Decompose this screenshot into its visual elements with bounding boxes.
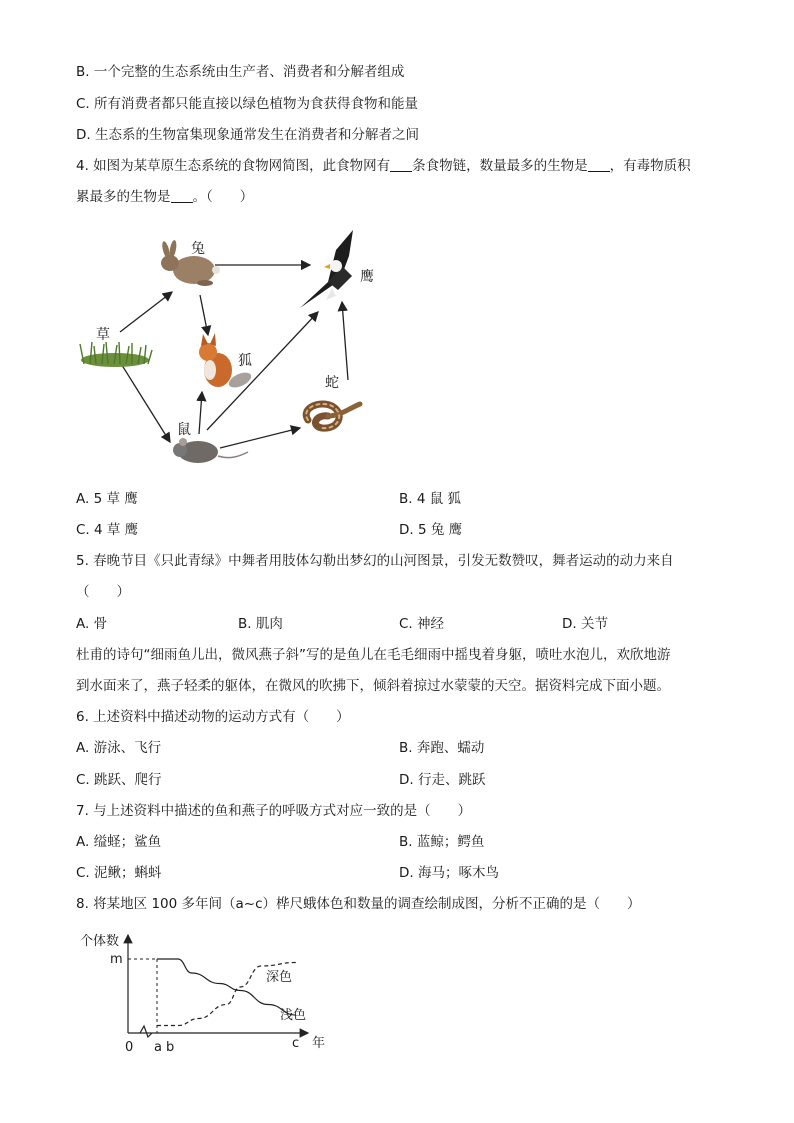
q4-option-b: B. 4 鼠 狐 bbox=[399, 491, 462, 507]
y-axis-label: 个体数 bbox=[80, 934, 120, 949]
q4-option-a: A. 5 草 鹰 bbox=[76, 491, 138, 507]
q4-option-d: D. 5 兔 鹰 bbox=[399, 522, 463, 538]
q3-option-c: C. 所有消费者都只能直接以绿色植物为食获得食物和能量 bbox=[76, 96, 419, 112]
series-line-light bbox=[157, 959, 296, 1015]
arrow-mouse-fox bbox=[199, 392, 202, 434]
q6-option-d: D. 行走、跳跃 bbox=[399, 772, 486, 788]
q5-option-d: D. 关节 bbox=[562, 616, 608, 632]
q6-option-c: C. 跳跃、爬行 bbox=[76, 772, 162, 788]
grass-image bbox=[80, 342, 152, 367]
q5-paren: （ ） bbox=[76, 584, 130, 600]
moth-population-chart bbox=[70, 925, 340, 1060]
food-web-figure bbox=[70, 220, 390, 475]
label-fox: 狐 bbox=[238, 353, 252, 369]
arrow-mouse-snake bbox=[220, 428, 300, 448]
eagle-image bbox=[300, 230, 353, 308]
snake-image bbox=[306, 404, 360, 428]
series-label-light: 浅色 bbox=[280, 1008, 307, 1023]
q7-option-c: C. 泥鳅；蝌蚪 bbox=[76, 865, 162, 881]
material-line2: 到水面来了，燕子轻柔的躯体，在微风的吹拂下，倾斜着掠过水蒙蒙的天空。据资料完成下面小题。 bbox=[76, 678, 670, 694]
y-tick-m: m bbox=[110, 952, 123, 967]
q5-option-a: A. 骨 bbox=[76, 616, 108, 632]
q6-option-a: A. 游泳、飞行 bbox=[76, 740, 162, 756]
arrow-grass-rabbit bbox=[120, 292, 172, 332]
origin-label: 0 bbox=[125, 1040, 134, 1055]
arrow-rabbit-fox bbox=[200, 295, 208, 335]
x-axis-label: 年 bbox=[312, 1036, 326, 1051]
q4-stem-line2: 累最多的生物是 。（ ） bbox=[76, 189, 254, 205]
q5-option-b: B. 肌肉 bbox=[238, 616, 283, 632]
x-tick-a: a bbox=[154, 1040, 162, 1055]
q6-stem: 6. 上述资料中描述动物的运动方式有（ ） bbox=[76, 709, 350, 725]
q3-option-b: B. 一个完整的生态系统由生产者、消费者和分解者组成 bbox=[76, 64, 405, 80]
mouse-image bbox=[173, 438, 248, 463]
arrow-snake-eagle bbox=[342, 302, 348, 380]
q4-stem-line1: 4. 如图为某草原生态系统的食物网简图，此食物网有 条食物链，数量最多的生物是 ，有毒物质积 bbox=[76, 158, 691, 174]
label-eagle: 鹰 bbox=[360, 269, 374, 285]
q7-option-a: A. 缢蛏；鲨鱼 bbox=[76, 834, 162, 850]
q6-option-b: B. 奔跑、蠕动 bbox=[399, 740, 485, 756]
axis-break-mark bbox=[140, 1026, 152, 1037]
answer-blank bbox=[390, 157, 412, 172]
q4-option-c: C. 4 草 鹰 bbox=[76, 522, 139, 538]
q7-stem: 7. 与上述资料中描述的鱼和燕子的呼吸方式对应一致的是（ ） bbox=[76, 803, 472, 819]
label-snake: 蛇 bbox=[325, 375, 339, 391]
label-grass: 草 bbox=[96, 327, 110, 343]
q3-option-d: D. 生态系的生物富集现象通常发生在消费者和分解者之间 bbox=[76, 127, 419, 143]
q7-option-d: D. 海马；啄木鸟 bbox=[399, 865, 499, 881]
label-rabbit: 兔 bbox=[191, 241, 205, 257]
label-mouse: 鼠 bbox=[177, 422, 191, 438]
answer-blank bbox=[171, 188, 193, 203]
answer-blank bbox=[588, 157, 610, 172]
material-line1: 杜甫的诗句“细雨鱼儿出，微风燕子斜”写的是鱼儿在毛毛细雨中摇曳着身躯，喷吐水泡儿，欢欣地游 bbox=[76, 647, 671, 663]
x-tick-c: c bbox=[292, 1036, 300, 1051]
q5-option-c: C. 神经 bbox=[399, 616, 445, 632]
x-tick-b: b bbox=[166, 1040, 175, 1055]
series-label-dark: 深色 bbox=[266, 970, 293, 985]
q5-stem: 5. 春晚节目《只此青绿》中舞者用肢体勾勒出梦幻的山河图景，引发无数赞叹，舞者运动的动力来自 bbox=[76, 553, 674, 569]
q8-stem: 8. 将某地区 100 多年间（a~c）桦尺蛾体色和数量的调查绘制成图，分析不正确的是（ ） bbox=[76, 896, 641, 912]
q7-option-b: B. 蓝鲸；鳄鱼 bbox=[399, 834, 485, 850]
arrow-grass-mouse bbox=[120, 362, 170, 442]
